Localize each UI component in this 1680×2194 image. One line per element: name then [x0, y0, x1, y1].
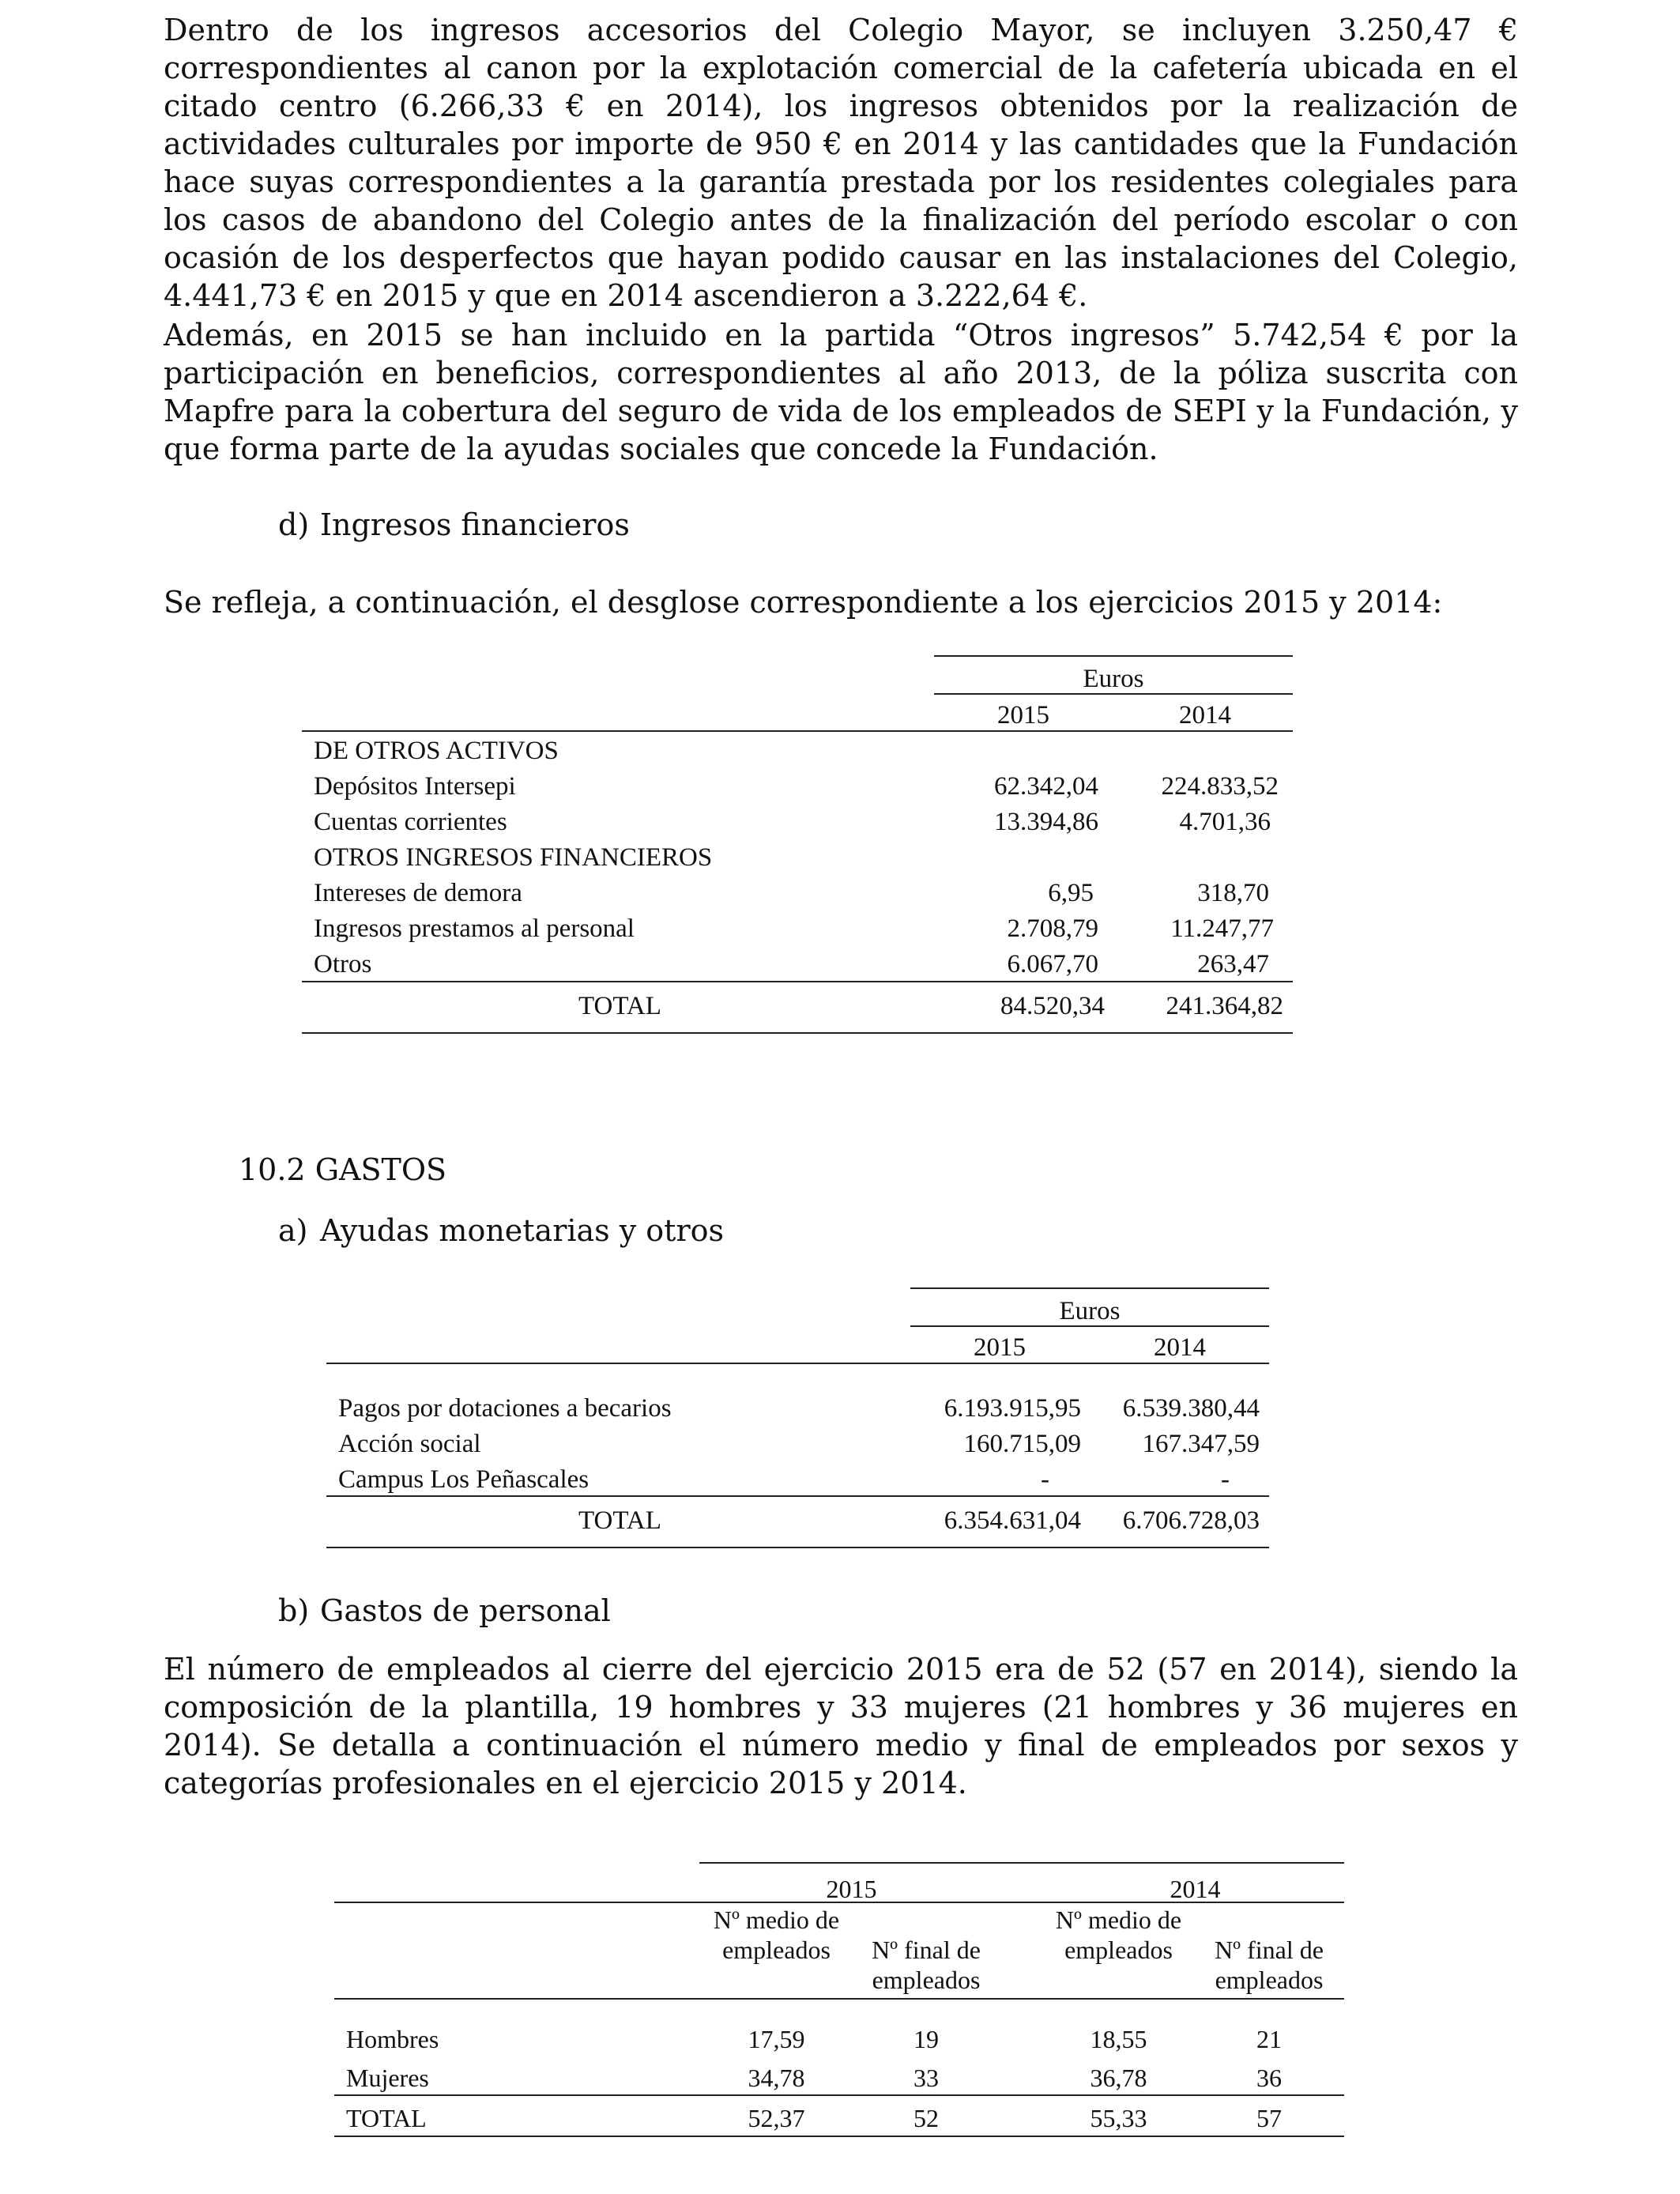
heading-d-marker: d) [278, 507, 310, 542]
table-cell: 36,78 [1090, 2064, 1147, 2092]
col-header-medio-2014: Nº medio de empleados [1055, 1906, 1182, 1964]
table-row-label: Cuentas corrientes [314, 808, 507, 836]
table-cell-2014: 318,70 [1197, 879, 1269, 907]
monetary-aid-total-label: TOTAL [578, 1506, 661, 1535]
table-cell-2014: 6.539.380,44 [1122, 1394, 1260, 1423]
table-cell-2014: - [1221, 1465, 1230, 1494]
table-cell: 19 [913, 2025, 939, 2053]
heading-a-marker: a) [278, 1213, 308, 1248]
paragraph-colegio-mayor-income: Dentro de los ingresos accesorios del Colegio Mayor, se incluyen 3.250,47 € correspondientes al canon por la explotación comercial de la cafetería ubicada en el citado centro (6.266,33 € en 2014), los ingresos obtenidos por la realización de actividades culturales por importe de 950 € en 2014 y las cantidades que la Fundación hace suyas correspondientes a la garantía prestada por los residentes colegiales para los casos de abandono del Colegio antes de la finalización del período escolar o con ocasión de los desperfectos que hayan podido causar en las instalaciones del Colegio, 4.441,73 € en 2015 y que en 2014 ascendieron a 3.222,64 €. [164, 13, 1518, 313]
employees-total-cell: 55,33 [1090, 2104, 1147, 2132]
financial-income-total-label: TOTAL [578, 992, 661, 1020]
table-cell-2015: 160.715,09 [963, 1430, 1081, 1458]
heading-gastos-personal: Gastos de personal [320, 1593, 611, 1628]
monetary-aid-unit-header: Euros [1059, 1297, 1121, 1325]
heading-b-marker: b) [278, 1593, 310, 1628]
table-cell-2014: 224.833,52 [1161, 772, 1279, 801]
table-cell-2015: 6.067,70 [1007, 950, 1098, 978]
financial-income-total-2015: 84.520,34 [1000, 992, 1105, 1020]
financial-income-unit-header: Euros [1083, 665, 1144, 693]
col-header-final-2015: Nº final de empleados [872, 1936, 981, 1994]
table-cell: 17,59 [748, 2025, 805, 2053]
table-row-label: Intereses de demora [314, 879, 522, 907]
table-cell: 34,78 [748, 2064, 805, 2092]
financial-income-total-2014: 241.364,82 [1166, 992, 1283, 1020]
monetary-aid-total-2015: 6.354.631,04 [944, 1506, 1081, 1535]
employees-total-label: TOTAL [346, 2104, 427, 2132]
paragraph-desglose-intro: Se refleja, a continuación, el desglose correspondiente a los ejercicios 2015 y 2014: [164, 585, 1443, 620]
table-cell: 18,55 [1090, 2025, 1147, 2053]
table-cell-2014: 167.347,59 [1142, 1430, 1260, 1458]
employees-total-cell: 52 [913, 2104, 939, 2132]
employees-year-2015: 2015 [826, 1875, 877, 1903]
table-row-label: Mujeres [346, 2064, 429, 2092]
financial-income-year-2014: 2014 [1179, 701, 1231, 729]
table-cell: 21 [1256, 2025, 1282, 2053]
table-cell-2015: 6,95 [1048, 879, 1094, 907]
table-row-label: Hombres [346, 2025, 439, 2053]
table-cell: 33 [913, 2064, 939, 2092]
financial-income-year-2015: 2015 [997, 701, 1049, 729]
employees-year-2014: 2014 [1170, 1875, 1221, 1903]
employees-total-cell: 52,37 [748, 2104, 805, 2132]
paragraph-empleados: El número de empleados al cierre del ejercicio 2015 era de 52 (57 en 2014), siendo la composición de la plantilla, 19 hombres y 33 mujeres (21 hombres y 36 mujeres en 2014). Se detalla a continuación el número medio y final de empleados por sexos y categorías profesionales en el ejercicio 2015 y 2014. [164, 1652, 1518, 1800]
monetary-aid-year-2014: 2014 [1154, 1333, 1206, 1362]
col-header-final-2014: Nº final de empleados [1215, 1936, 1324, 1994]
table-row-label: Campus Los Peñascales [338, 1465, 590, 1494]
table-row-label: Otros [314, 950, 372, 978]
section-title-gastos: 10.2 GASTOS [239, 1152, 447, 1187]
monetary-aid-year-2015: 2015 [974, 1333, 1026, 1362]
table-cell-2015: 2.708,79 [1007, 914, 1098, 943]
table-cell-2014: 4.701,36 [1179, 808, 1271, 836]
table-row-label: Pagos por dotaciones a becarios [338, 1394, 672, 1423]
heading-ingresos-financieros: Ingresos financieros [320, 507, 630, 542]
table-row-label: Acción social [338, 1430, 481, 1458]
paragraph-otros-ingresos: Además, en 2015 se han incluido en la partida “Otros ingresos” 5.742,54 € por la participación en beneficios, correspondientes al año 2013, de la póliza suscrita con Mapfre para la cobertura del seguro de vida de los empleados de SEPI y la Fundación, y que forma parte de la ayudas sociales que concede la Fundación. [164, 318, 1518, 466]
table-cell-2015: - [1041, 1465, 1049, 1494]
table-cell-2014: 263,47 [1197, 950, 1269, 978]
table-cell-2014: 11.247,77 [1170, 914, 1274, 943]
employees-total-cell: 57 [1256, 2104, 1282, 2132]
monetary-aid-total-2014: 6.706.728,03 [1122, 1506, 1260, 1535]
col-header-medio-2015: Nº medio de empleados [713, 1906, 840, 1964]
table-row-label: Ingresos prestamos al personal [314, 914, 635, 943]
table-cell: 36 [1256, 2064, 1282, 2092]
heading-ayudas-monetarias: Ayudas monetarias y otros [320, 1213, 724, 1248]
table-row-label: OTROS INGRESOS FINANCIEROS [314, 843, 713, 872]
table-cell-2015: 13.394,86 [994, 808, 1098, 836]
table-cell-2015: 62.342,04 [994, 772, 1098, 801]
table-row-label: DE OTROS ACTIVOS [314, 737, 559, 765]
table-row-label: Depósitos Intersepi [314, 772, 516, 801]
table-cell-2015: 6.193.915,95 [944, 1394, 1081, 1423]
